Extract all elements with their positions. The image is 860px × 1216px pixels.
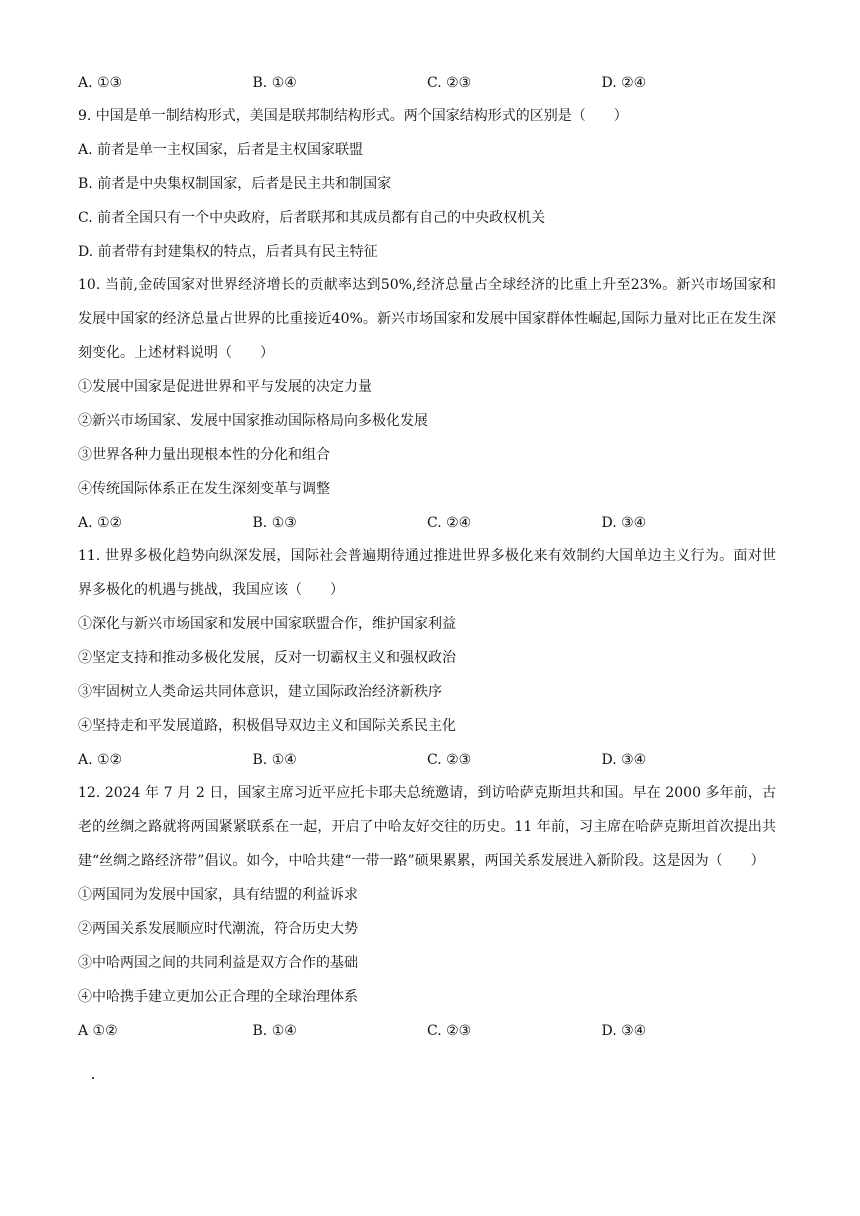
question-stem: 10. 当前,金砖国家对世界经济增长的贡献率达到50%,经济总量占全球经济的比重上升至23%。新兴市场国家和发展中国家的经济总量占世界的比重接近40%。新兴市场国家和发展中国家群体性崛起,国际力量对比正在发生深刻变化。上述材料说明（ ） [78, 277, 776, 361]
option-c: C. ②③ [427, 75, 472, 91]
options-row [78, 1014, 776, 1048]
option-c: C. ②③ [427, 752, 472, 768]
statement-2: ②坚定支持和推动多极化发展，反对一切霸权主义和强权政治 [78, 650, 456, 666]
question-11 [78, 539, 776, 777]
choice-a: A. 前者是单一主权国家，后者是主权国家联盟 [78, 142, 364, 158]
option-d: D. ③④ [601, 752, 647, 768]
statement-3: ③牢固树立人类命运共同体意识，建立国际政治经济新秩序 [78, 684, 442, 700]
statement-2: ②两国关系发展顺应时代潮流，符合历史大势 [78, 921, 358, 937]
option-a: A. ①② [78, 752, 123, 768]
question-9 [78, 99, 776, 269]
options-row [78, 66, 776, 100]
option-a: A. ①② [78, 515, 123, 531]
statement-4: ④中哈携手建立更加公正合理的全球治理体系 [78, 989, 358, 1005]
choice-d: D. 前者带有封建集权的特点，后者具有民主特征 [78, 244, 378, 260]
option-c: C. ②③ [427, 1023, 472, 1039]
statement-3: ③世界各种力量出现根本性的分化和组合 [78, 447, 330, 463]
question-10 [78, 268, 776, 540]
question-stem: 9. 中国是单一制结构形式，美国是联邦制结构形式。两个国家结构形式的区别是（ ） [78, 108, 628, 124]
option-a: A. ①③ [78, 75, 123, 91]
option-d: D. ③④ [601, 515, 647, 531]
option-d: D. ②④ [601, 75, 647, 91]
options-row [78, 506, 776, 540]
choice-c: C. 前者全国只有一个中央政府，后者联邦和其成员都有自己的中央政权机关 [78, 210, 546, 226]
statement-2: ②新兴市场国家、发展中国家推动国际格局向多极化发展 [78, 413, 428, 429]
statement-3: ③中哈两国之间的共同利益是双方合作的基础 [78, 955, 358, 971]
statement-1: ①发展中国家是促进世界和平与发展的决定力量 [78, 379, 372, 395]
question-stem: 11. 世界多极化趋势向纵深发展，国际社会普遍期待通过推进世界多极化来有效制约大国单边主义行为。面对世界多极化的机遇与挑战，我国应该（ ） [78, 548, 776, 598]
question-8 [78, 66, 776, 100]
stray-dot [92, 1077, 94, 1079]
option-d: D. ③④ [601, 1023, 647, 1039]
option-a: A ①② [78, 1023, 118, 1039]
option-b: B. ①④ [252, 1023, 297, 1039]
statement-4: ④坚持走和平发展道路，积极倡导双边主义和国际关系民主化 [78, 718, 456, 734]
statement-1: ①两国同为发展中国家，具有结盟的利益诉求 [78, 887, 358, 903]
options-row [78, 743, 776, 777]
option-b: B. ①④ [252, 75, 297, 91]
option-b: B. ①④ [252, 752, 297, 768]
choice-b: B. 前者是中央集权制国家，后者是民主共和制国家 [78, 176, 392, 192]
statement-4: ④传统国际体系正在发生深刻变革与调整 [78, 481, 330, 497]
option-c: C. ②④ [427, 515, 472, 531]
option-b: B. ①③ [252, 515, 297, 531]
question-12 [78, 776, 776, 1048]
statement-1: ①深化与新兴市场国家和发展中国家联盟合作，维护国家利益 [78, 616, 456, 632]
question-stem: 12. 2024 年 7 月 2 日，国家主席习近平应托卡耶夫总统邀请，到访哈萨克斯坦共和国。早在 2000 多年前，古老的丝绸之路就将两国紧紧联系在一起，开启了中哈友好交往的历史。11 年前，习主席在哈萨克斯坦首次提出共建“丝绸之路经济带”倡议。如今，中哈共建“一带一路”硕果累累，两国关系发展进入新阶段。这是因为（ ） [78, 785, 776, 869]
